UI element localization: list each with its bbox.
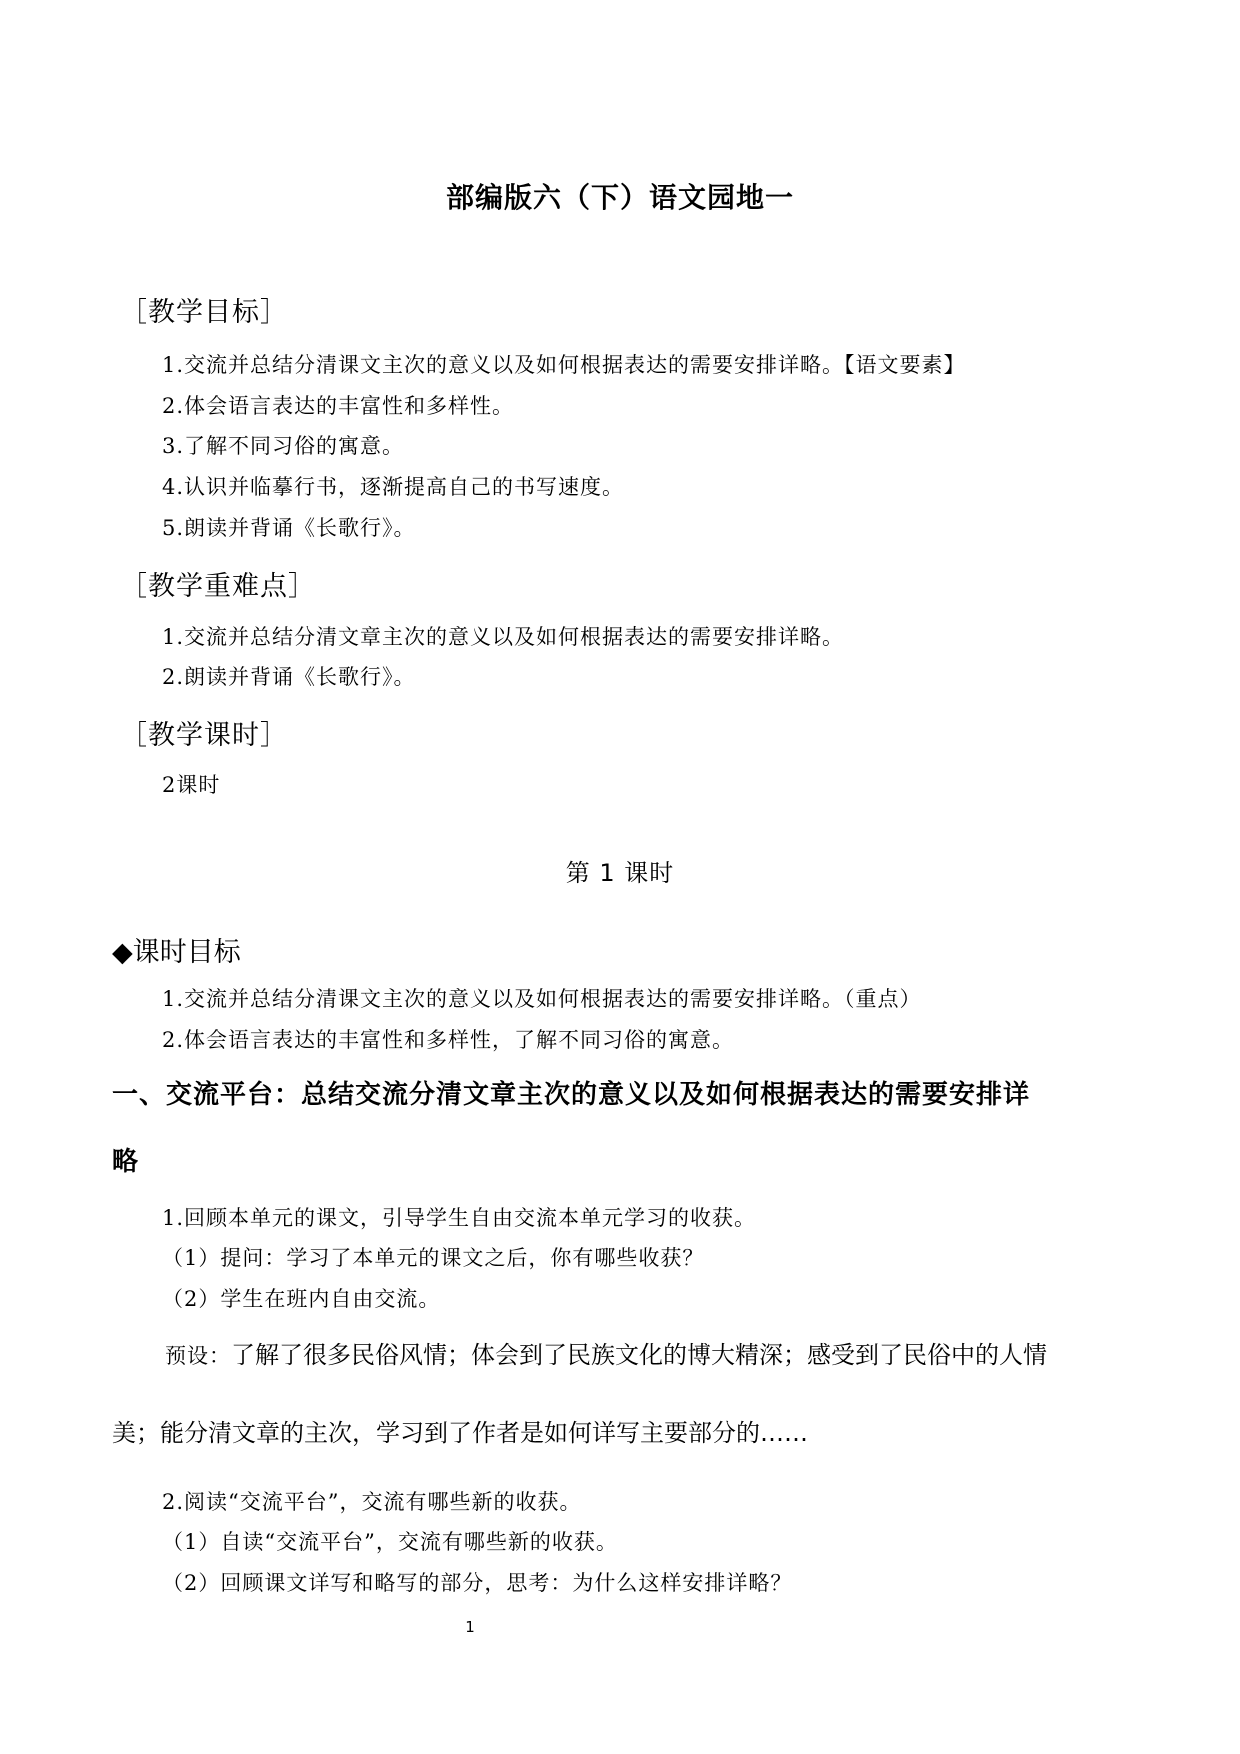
objective-item-3: 3.了解不同习俗的寓意。 (162, 434, 405, 458)
objectives-heading: ［教学目标］ (120, 297, 288, 328)
objective-item-5: 5.朗读并背诵《长歌行》。 (162, 516, 416, 540)
part-1-step-2: 2.阅读“交流平台”，交流有哪些新的收获。 (162, 1490, 582, 1514)
part-1-step-1-q2: （2）学生在班内自由交流。 (162, 1287, 441, 1311)
part-1-step-2-q2: （2）回顾课文详写和略写的部分，思考：为什么这样安排详略？ (162, 1571, 793, 1595)
key-point-item-2: 2.朗读并背诵《长歌行》。 (162, 665, 416, 689)
objective-item-4: 4.认识并临摹行书，逐渐提高自己的书写速度。 (162, 475, 625, 499)
part-1-step-1: 1.回顾本单元的课文，引导学生自由交流本单元学习的收获。 (162, 1206, 757, 1230)
preset-text-line-1: 了解了很多民俗风情；体会到了民族文化的博大精深；感受到了民俗中的人情 (231, 1341, 1047, 1369)
page-number: 1 (465, 1618, 475, 1636)
part-1-step-1-q1: （1）提问：学习了本单元的课文之后，你有哪些收获？ (162, 1246, 705, 1270)
part-1-heading-line-1: 一、交流平台：总结交流分清文章主次的意义以及如何根据表达的需要安排详 (112, 1080, 1031, 1110)
key-point-item-1: 1.交流并总结分清文章主次的意义以及如何根据表达的需要安排详略。 (162, 625, 845, 649)
class-hours-value: 2课时 (162, 773, 221, 797)
class-hours-heading: ［教学课时］ (120, 720, 288, 751)
lesson-objective-item-1: 1.交流并总结分清课文主次的意义以及如何根据表达的需要安排详略。（重点） (162, 987, 922, 1011)
preset-label: 预设： (165, 1344, 231, 1368)
lesson-1-title: 第 1 课时 (565, 859, 675, 887)
part-1-step-2-q1: （1）自读“交流平台”，交流有哪些新的收获。 (162, 1530, 618, 1554)
lesson-objectives-heading: ◆课时目标 (112, 937, 241, 968)
objective-item-2: 2.体会语言表达的丰富性和多样性。 (162, 394, 515, 418)
objective-item-1: 1.交流并总结分清课文主次的意义以及如何根据表达的需要安排详略。【语文要素】 (162, 353, 966, 377)
preset-text-line-2: 美；能分清文章的主次，学习到了作者是如何详写主要部分的…… (112, 1419, 808, 1447)
lesson-objective-item-2: 2.体会语言表达的丰富性和多样性，了解不同习俗的寓意。 (162, 1028, 735, 1052)
part-1-heading-line-2: 略 (112, 1147, 140, 1177)
preset-paragraph (165, 1335, 1047, 1370)
key-points-heading: ［教学重难点］ (120, 571, 316, 602)
document-title: 部编版六（下）语文园地一 (445, 181, 794, 214)
